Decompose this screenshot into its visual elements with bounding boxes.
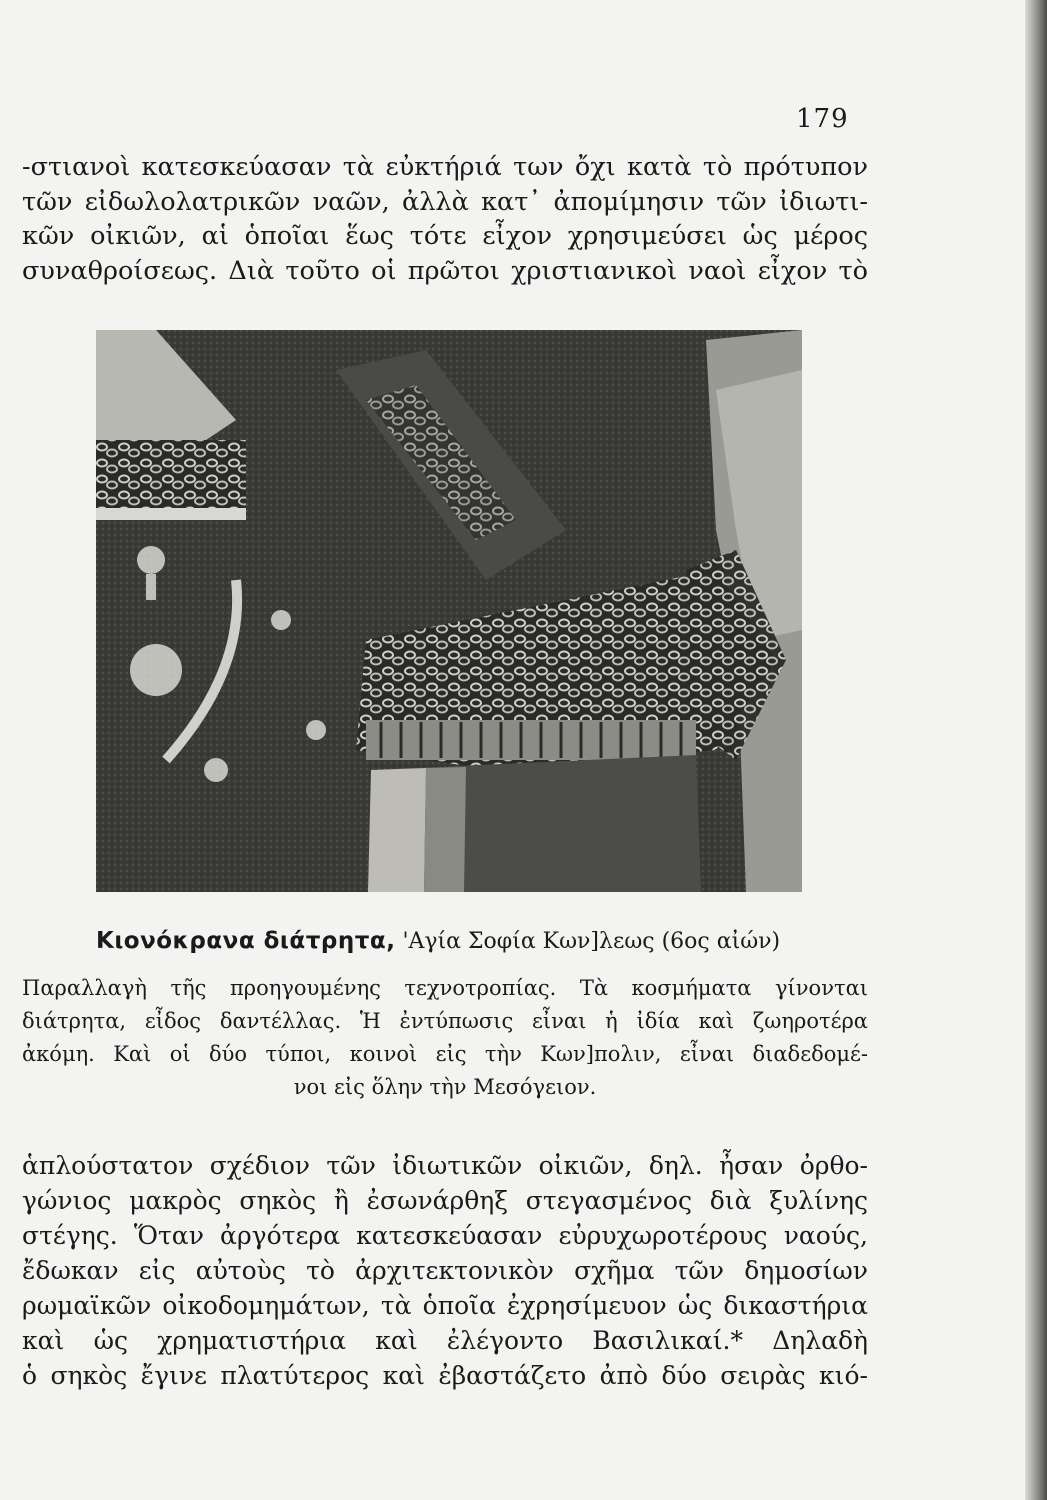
- text-line: ἔδωκαν εἰς αὐτοὺς τὸ ἀρχιτεκτονικὸν σχῆμα τῶν δημοσίων: [22, 1256, 868, 1285]
- bottom-paragraph: [22, 1148, 868, 1393]
- caption-line: Παραλλαγὴ τῆς προηγουμένης τεχνοτροπίας. Τὰ κοσμήματα γίνονται: [22, 976, 868, 1000]
- caption-line: διάτρητα, εἶδος δαντέλλας. Ἡ ἐντύπωσις εἶναι ἡ ἰδία καὶ ζωηροτέρα: [22, 1009, 868, 1033]
- figure-caption-title: [96, 928, 856, 954]
- page-number: 179: [796, 104, 849, 134]
- caption-rest: 'Αγία Σοφία Κων]λεως (6ος αἰών): [402, 929, 781, 954]
- caption-bold: Κιονόκρανα διάτρητα,: [96, 928, 396, 954]
- text-line: στέγης. Ὅταν ἀργότερα κατεσκεύασαν εὐρυχωροτέρους ναούς,: [22, 1221, 868, 1250]
- text-line: συναθροίσεως. Διὰ τοῦτο οἱ πρῶτοι χριστιανικοὶ ναοὶ εἶχον τὸ: [22, 255, 868, 286]
- caption-line: νοι εἰς ὅλην τὴν Μεσόγειον.: [293, 1075, 597, 1099]
- text-line: -στιανοὶ κατεσκεύασαν τὰ εὐκτήριά των ὄχι κατὰ τὸ πρότυπον: [22, 152, 868, 182]
- photo-illustration: [96, 330, 802, 892]
- text-line: ρωμαϊκῶν οἰκοδομημάτων, τὰ ὁποῖα ἐχρησίμευον ὡς δικαστήρια: [22, 1291, 868, 1320]
- text-line: τῶν εἰδωλολατρικῶν ναῶν, ἀλλὰ κατ᾿ ἀπομίμησιν τῶν ἰδιωτι-: [22, 186, 868, 217]
- caption-line: ἀκόμη. Καὶ οἱ δύο τύποι, κοινοὶ εἰς τὴν Κων]πολιν, εἶναι διαδεδομέ-: [22, 1042, 868, 1066]
- text-line: κῶν οἰκιῶν, αἱ ὁποῖαι ἕως τότε εἶχον χρησιμεύσει ὡς μέρος: [22, 221, 868, 251]
- capital-photograph: [96, 330, 802, 892]
- text-line: ὁ σηκὸς ἔγινε πλατύτερος καὶ ἐβαστάζετο ἀπὸ δύο σειρὰς κιό-: [22, 1361, 868, 1390]
- page-edge-shadow: [1025, 0, 1047, 1500]
- figure-description: [22, 972, 868, 1104]
- top-paragraph: [22, 150, 868, 288]
- text-line: γώνιος μακρὸς σηκὸς ἢ ἐσωνάρθηξ στεγασμένος διὰ ξυλίνης: [22, 1186, 868, 1215]
- text-line: καὶ ὡς χρηματιστήρια καὶ ἐλέγοντο Βασιλικαί.* Δηλαδὴ: [22, 1326, 868, 1355]
- text-line: ἁπλούστατον σχέδιον τῶν ἰδιωτικῶν οἰκιῶν, δηλ. ἦσαν ὀρθο-: [22, 1151, 868, 1180]
